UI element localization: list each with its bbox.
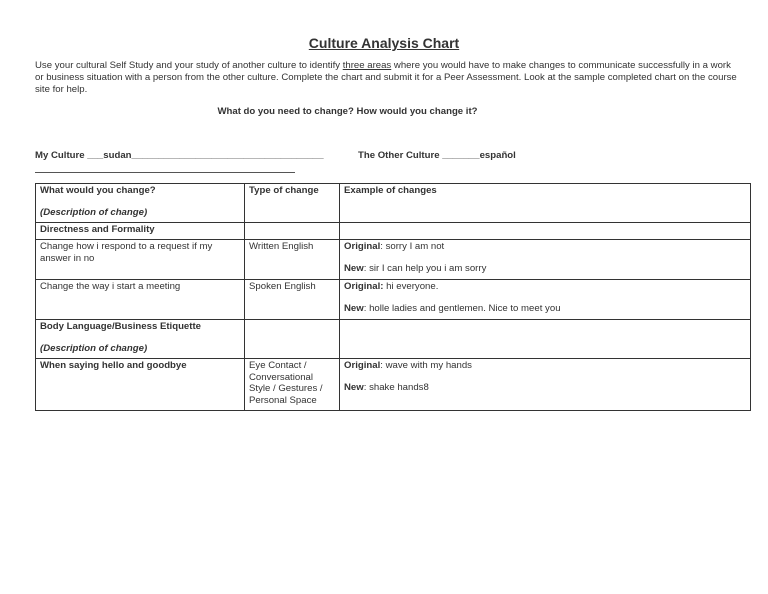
new-text: : sir I can help you i am sorry: [363, 262, 487, 274]
row1-example-cell: [340, 240, 751, 280]
original-text: : sorry I am not: [380, 241, 445, 252]
other-culture-value: _______español: [442, 150, 516, 161]
new-label: New: [344, 381, 364, 393]
table-header-row: [36, 184, 751, 223]
header-example: Example of changes: [344, 185, 437, 196]
section-row-directness: [36, 223, 751, 240]
original-text: : wave with my hands: [380, 360, 472, 371]
other-culture-label: The Other Culture: [358, 150, 440, 161]
section-directness-label: Directness and Formality: [40, 224, 155, 235]
intro-text-start: Use your cultural Self Study and your study of another culture to identify: [35, 60, 343, 71]
row3-example-cell: [340, 359, 751, 411]
row2-change: Change the way i start a meeting: [40, 281, 181, 292]
header-change-description: (Description of change): [40, 206, 148, 218]
header-change-cell: [36, 184, 245, 223]
new-label: New: [344, 302, 364, 314]
table-row: [36, 240, 751, 280]
new-label: New: [344, 262, 364, 274]
guiding-question: What do you need to change? How would you change it?: [217, 106, 478, 117]
table-cell: [245, 223, 340, 240]
row2-type-cell: [245, 280, 340, 320]
row2-example-cell: [340, 280, 751, 320]
header-type: Type of change: [249, 185, 319, 196]
other-culture-line: [358, 150, 516, 161]
section-body-language-description: (Description of change): [40, 342, 148, 354]
document-title: Culture Analysis Chart: [308, 35, 460, 51]
row1-original: [344, 241, 746, 253]
table-cell: [340, 320, 751, 359]
original-label: Original: [344, 360, 381, 371]
my-culture-value: ___sudan____________________________________: [87, 150, 324, 161]
original-text: hi everyone.: [383, 281, 439, 292]
row3-type-cell: [245, 359, 340, 411]
row3-type: Eye Contact / Conversational Style / Gestures / Personal Space: [249, 360, 323, 406]
section-row-body-language: [36, 320, 751, 359]
row1-new: [344, 263, 746, 275]
my-culture-label: My Culture: [35, 150, 85, 161]
row2-original: [344, 281, 746, 293]
header-example-cell: [340, 184, 751, 223]
row3-new: [344, 382, 746, 394]
table-cell: [245, 320, 340, 359]
original-label: Original:: [344, 281, 384, 292]
row1-change: Change how i respond to a request if my answer in no: [40, 241, 213, 264]
table-cell: [340, 223, 751, 240]
culture-underline: [35, 172, 295, 173]
section-body-language-label: Body Language/Business Etiquette: [40, 321, 201, 332]
intro-paragraph: [35, 60, 740, 95]
culture-analysis-table: [35, 183, 751, 411]
new-text: : holle ladies and gentlemen. Nice to meet you: [363, 302, 561, 314]
table-row: [36, 359, 751, 411]
table-row: [36, 280, 751, 320]
row2-new: [344, 303, 746, 315]
header-change: What would you change?: [40, 185, 156, 196]
original-label: Original: [344, 241, 381, 252]
row2-type: Spoken English: [249, 281, 316, 292]
header-type-cell: [245, 184, 340, 223]
row1-change-cell: [36, 240, 245, 280]
row2-change-cell: [36, 280, 245, 320]
row1-type-cell: [245, 240, 340, 280]
row1-type: Written English: [249, 241, 314, 252]
new-text: : shake hands8: [363, 381, 429, 393]
row3-change: When saying hello and goodbye: [40, 360, 187, 371]
intro-emphasis: three areas: [342, 60, 392, 71]
intro-text-end: where you would have to make changes to communicate successfully in a work or business situation with a person from the other culture. Complete the chart and submit it for a Peer Assessment. Look at the sample completed chart on the course site for help.: [35, 60, 737, 95]
section-directness-cell: [36, 223, 245, 240]
section-body-language-cell: [36, 320, 245, 359]
row3-change-cell: [36, 359, 245, 411]
my-culture-line: [35, 150, 324, 161]
row3-original: [344, 360, 746, 372]
